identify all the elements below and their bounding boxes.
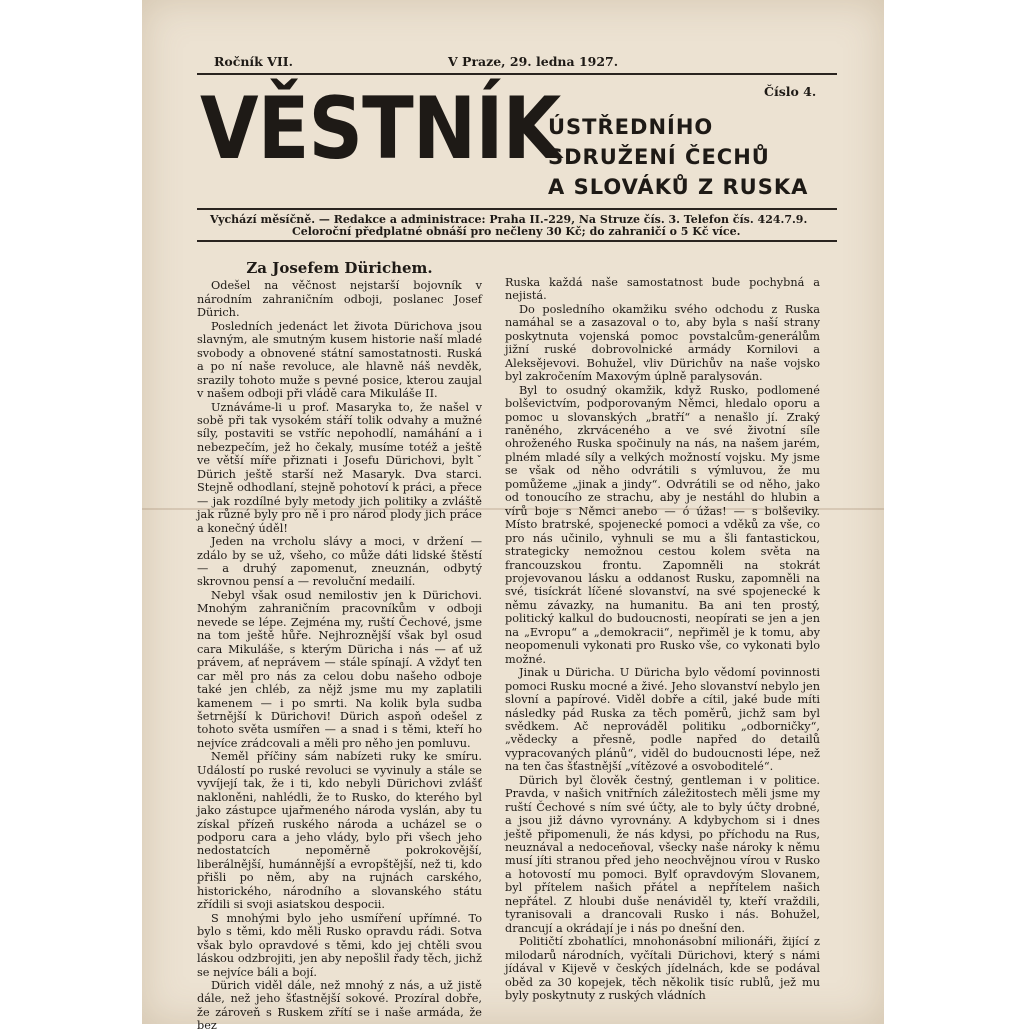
paragraph: Jinak u Düricha. U Düricha bylo vědomí povinnosti pomoci Rusku mocné a živé. Jeho slovanství nebylo jen slovní a papírové. Viděl dobře a cítil, jaké bude míti následky pád Ruska za těch poměrů, jichž sam byl svědkem. Ač neprováděl politiku „odborničky“, „vědecky a přesně, podle napřed do detailů vypracovaných plánů“, viděl do budoucnosti lépe, než na ten čas šťastnější „vítězové a osvoboditelé“.	[505, 666, 820, 774]
paragraph: Dürich viděl dále, než mnohý z nás, a už jistě dále, než jeho šťastnější sokové. Prozíral dobře, že zároveň s Ruskem zřítí se i naše armáda, že bez	[197, 979, 482, 1033]
subtitle-line-1: ÚSTŘEDNÍHO	[548, 115, 714, 139]
masthead-title: VĚSTNÍK	[200, 79, 561, 179]
paragraph: Jeden na vrcholu slávy a moci, v držení — zdálo by se už, všeho, co může dáti lidské štěstí — a druhý zapomenut, zneuznán, odbytý skrovnou pensí a — revoluční medailí.	[197, 535, 482, 589]
paragraph: Dürich byl člověk čestný, gentleman i v politice. Pravda, v našich vnitřních záležitostech měli jsme my ruští Čechové s ním své účty, ale to byly účty drobné, a jsou již dávno vyrovnány. A kdybychom si i dnes ještě připomenuli, že nás kdysi, po příchodu na Rus, neuznával a nedoceňoval, všecky naše nároky k němu musí jíti stranou před jeho neochvějnou vírou v Rusko a hotovostí mu pomoci. Bylť opravdovým Slovanem, byl přítelem našich přátel a nepřítelem našich nepřátel. Z hloubi duše nenáviděl ty, kteří vraždili, tyranisovali a drancovali Rusko i nás. Bohužel, drancují a okrádají je i nás po dnešní den.	[505, 773, 820, 935]
paragraph: Neměl příčiny sám nabízeti ruky ke smíru. Událostí po ruské revoluci se vyvinuly a stále se vyvíjejí tak, že i ti, kdo nebyli Dürichovi zvlášť nakloněni, nahlédli, že to Rusko, do kterého byl jako zástupce ujařmeného národa vyslán, aby tu získal přízeň ruského národa a ucházel se o podporu cara a jeho vlády, bylo při všech jeho nedostatcích nepoměrně pokrokovější, liberálnější, humánnější a evropštější, než ti, kdo přišli po něm, aby na rujnách carského, historického, národního a slovanského státu zřídili si svoji asiatskou despocii.	[197, 750, 482, 912]
place-date: V Praze, 29. ledna 1927.	[448, 54, 619, 69]
volume-label: Ročník VII.	[214, 54, 293, 69]
paragraph: Byl to osudný okamžik, když Rusko, podlomené bolševictvím, podporovaným Němci, hledalo oporu a pomoc u slovanských „bratří“ a nenašlo jí. Zraký raněného, zkrváceného a ve své životní síle ohroženého Ruska spočinuly na nás, na našem jarém, plném mladé síly a velkých možností vojsku. My jsme se však od něho odvrátili s výmluvou, že mu pomůžeme „jinak a jindy“. Odvrátili se od něho, jako od tonoucího ze strachu, aby je nestáhl do hlubin a vírů boje s Němci anebo — ó úžas! — s bolševiky. Místo bratrské, spojenecké pomoci a vděků za vše, co pro nás učinilo, vyhnuli se mu a šli fantastickou, strategicky nemožnou cestou kolem světa na francouzskou frontu. Zapomněli na stokrát projevovanou lásku a oddanost Rusku, zapomněli na své, tisíckrát líčené slovanství, na své spojenecké k němu závazky, na humanitu. Ba ani ten prostý, politický kalkul do budoucnosti, neopírati se jen a jen na „Evropu“ a „demokracii“, nepřiměl je k tomu, aby neopomenuli vykonati pro Rusko vše, co vykonati bylo možné.	[505, 383, 820, 666]
masthead-rule	[197, 208, 837, 210]
masthead-subtitle	[548, 112, 808, 202]
publication-info	[210, 214, 807, 237]
paragraph: Do posledního okamžiku svého odchodu z Ruska namáhal se a zasazoval o to, aby byla s naší strany poskytnuta vojenská pomoc povstalcům-generálům jižní ruské dobrovolnické armády Kornilovi a Aleksějevovi. Bohužel, vliv Dürichův na naše vojsko byl zakročením Maxovým úplně paralysován.	[505, 302, 820, 384]
newspaper-page	[142, 0, 884, 1033]
paragraph: Političtí zbohatlíci, mnohonásobní milionáři, žijící z milodarů národních, vyčítali Dürichovi, který s námi jídával v Kijevě v českých jídelnách, kde se podával oběd za 30 kopejek, těch několik tisíc rublů, jež mu byly poskytnuty z ruských vládních	[505, 935, 820, 1003]
issue-number: Číslo 4.	[764, 84, 817, 99]
publication-info-line-1: Vychází měsíčně. — Redakce a administrace: Praha II.-229, Na Struze čís. 3. Telefon čís. 424.7.9.	[210, 213, 808, 226]
article-title: Za Josefem Dürichem.	[246, 259, 433, 277]
info-rule	[197, 240, 837, 242]
top-rule	[197, 73, 837, 75]
subtitle-line-2: SDRUŽENÍ ČECHŮ	[548, 145, 770, 169]
subtitle-line-3: A SLOVÁKŮ Z RUSKA	[548, 175, 809, 199]
publication-info-line-2: Celoroční předplatné obnáší pro nečleny 30 Kč; do zahraničí o 5 Kč více.	[292, 224, 741, 238]
article-right-column	[505, 276, 820, 1002]
paragraph: Odešel na věčnost nejstarší bojovník v národním zahraničním odboji, poslanec Josef Dürich.	[197, 279, 482, 320]
article-left-column	[197, 259, 482, 1033]
paragraph: Nebyl však osud nemilostiv jen k Dürichovi. Mnohým zahraničním pracovníkům v odboji nevede se lépe. Zejména my, ruští Čechové, jsme na tom ještě hůře. Nejhroznější však byl osud cara Mikuláše, s kterým Düricha i nás — ať už právem, ať neprávem — stále spínají. A vždyť ten car měl pro nás za celou dobu našeho odboje také jen chléb, za nějž jsme mu my zaplatili kamenem — i po smrti. Na kolik byla sudba šetrnější k Dürichovi! Dürich aspoň odešel z tohoto světa usmířen — a snad i s těmi, kteří ho nejvíce zrádcovali a měli pro něho jen pomluvu.	[197, 588, 482, 750]
paragraph: Uznáváme-li u prof. Masaryka to, že našel v sobě při tak vysokém stáří tolik odvahy a mužné síly, postaviti se vstříc nepohodlí, namáhání a i nebezpečím, jež ho čekaly, musíme totéž a ještě ve větší míře přiznati i Josefu Dürichovi, byltˇ Dürich ještě starší než Masaryk. Dva starci. Stejně odhodlaní, stejně pohotoví k práci, a přece — jak rozdílné byly metody jich politiky a zvláště jak různé byly pro ně i pro národ plody jich práce a konečný úděl!	[197, 400, 482, 535]
paragraph: S mnohými bylo jeho usmíření upřímné. To bylo s těmi, kdo měli Rusko opravdu rádi. Sotva však bylo opravdové s těmi, kdo jej chtěli svou láskou odzbrojiti, jen aby nepošlil řady těch, jichž se nejvíce báli a bojí.	[197, 911, 482, 979]
paragraph: Ruska každá naše samostatnost bude pochybná a nejistá.	[505, 276, 820, 303]
paragraph: Posledních jedenáct let života Dürichova jsou slavným, ale smutným kusem historie naší mladé svobody a obnovené státní samostatnosti. Ruská a po ní naše revoluce, ale hlavně náš nevděk, srazily tohoto muže s pevné posice, kterou zaujal v našem odboji při vládě cara Mikuláše II.	[197, 319, 482, 401]
